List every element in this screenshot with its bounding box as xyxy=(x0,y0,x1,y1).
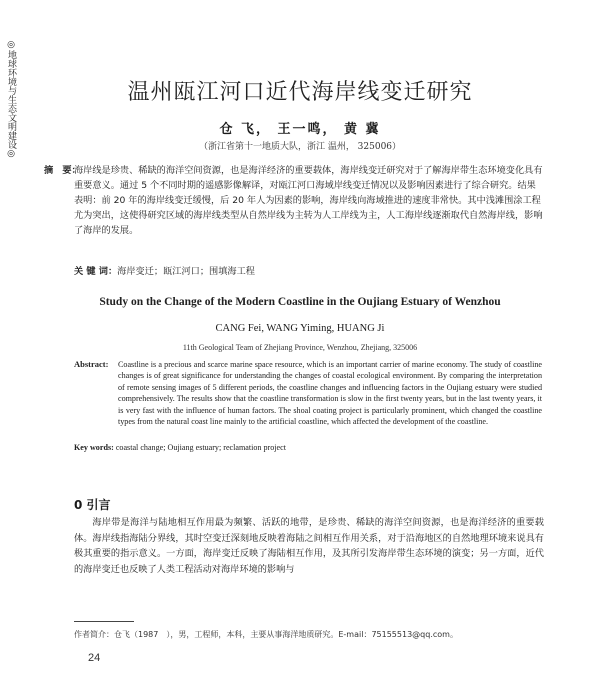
author-footnote: 作者简介：仓飞（1987 ），男，工程师，本科，主要从事海洋地质研究。E-mail：75155513@qq.com。 xyxy=(74,630,458,639)
en-affiliation: 11th Geological Team of Zhejiang Province, Wenzhou, Zhejiang, 325006 xyxy=(182,343,418,352)
footnote-divider xyxy=(74,621,134,622)
en-keywords-text: coastal change; Oujiang estuary; reclamation project xyxy=(115,443,286,452)
en-abstract-label: Abstract: xyxy=(74,359,109,369)
cn-abstract xyxy=(44,163,544,238)
section-heading: 0 引言 xyxy=(74,498,111,512)
en-authors: CANG Fei, WANG Yiming, HUANG Ji xyxy=(215,323,385,334)
journal-column-label: ◎地球环境与生态文明建设◎ xyxy=(6,40,16,159)
cn-abstract-text: 海岸线是珍贵、稀缺的海洋空间资源，也是海洋经济的重要载体，海岸线变迁研究对于了解海岸带生态环境变化具有重要意义。通过 5 个不同时期的遥感影像解译，对瓯江河口海域岸线变迁情况以及影响因素进行了综合研究。结果表明：前 20 年的海岸线变迁缓慢，后 20 年人为因素的影响，海岸线向海域推进的速度非常快。其中浅滩围涂工程尤为突出，这使得研究区域的海岸线类型从自然岸线为主转为人工岸线为主，人工海岸线逐渐取代自然海岸线，影响了海岸的发展。 xyxy=(74,165,543,236)
affiliation: （浙江省第十一地质大队，浙江 温州， 325006） xyxy=(198,142,402,152)
cn-keywords-label: 关 键 词： xyxy=(74,266,118,277)
cn-abstract-label: 摘 要： xyxy=(44,165,81,176)
en-abstract xyxy=(74,359,542,427)
page-number: 24 xyxy=(88,652,101,664)
cn-keywords-text: 海岸变迁；瓯江河口；围填海工程 xyxy=(117,266,255,277)
en-abstract-text: Coastline is a precious and scarce marine space resource, which is an important carrier of marine economy. The study of coastline changes is of great significance for understanding the changes of coastal ecological environment. By comparing the interpretation of remote sensing images of 5 different periods, the coastline changes and influencing factors in the Oujiang estuary were studied comprehensively. The results show that the coastline transformation is slow in the first twenty years, but in the last twenty years, it is very fast with the influence of human factors. The shoal coating project is particularly prominent, which changed the coastline types from the natural coast line mainly to the artificial coastline, which affected the development of the coastline. xyxy=(118,360,542,427)
authors: 仓 飞， 王一鸣， 黄 冀 xyxy=(219,122,381,137)
en-keywords-label: Key words: xyxy=(74,443,114,452)
intro-paragraph: 海岸带是海洋与陆地相互作用最为频繁、活跃的地带，是珍贵、稀缺的海洋空间资源，也是海洋经济的重要载体。海岸线指海陆分界线，其时空变迁深刻地反映着海陆之间相互作用关系，对于沿海地区的自然地理环境来说具有极其重要的指示意义。一方面，海岸变迁反映了海陆相互作用，及其所引发海岸带生态环境的演变；另一方面，近代的海岸变迁也反映了人类工程活动对海岸环境的影响与 xyxy=(74,517,544,575)
en-title: Study on the Change of the Modern Coastline in the Oujiang Estuary of Wenzhou xyxy=(99,296,501,308)
cn-keywords xyxy=(74,263,544,277)
en-keywords xyxy=(74,443,544,452)
paper-title: 温州瓯江河口近代海岸线变迁研究 xyxy=(127,80,473,105)
